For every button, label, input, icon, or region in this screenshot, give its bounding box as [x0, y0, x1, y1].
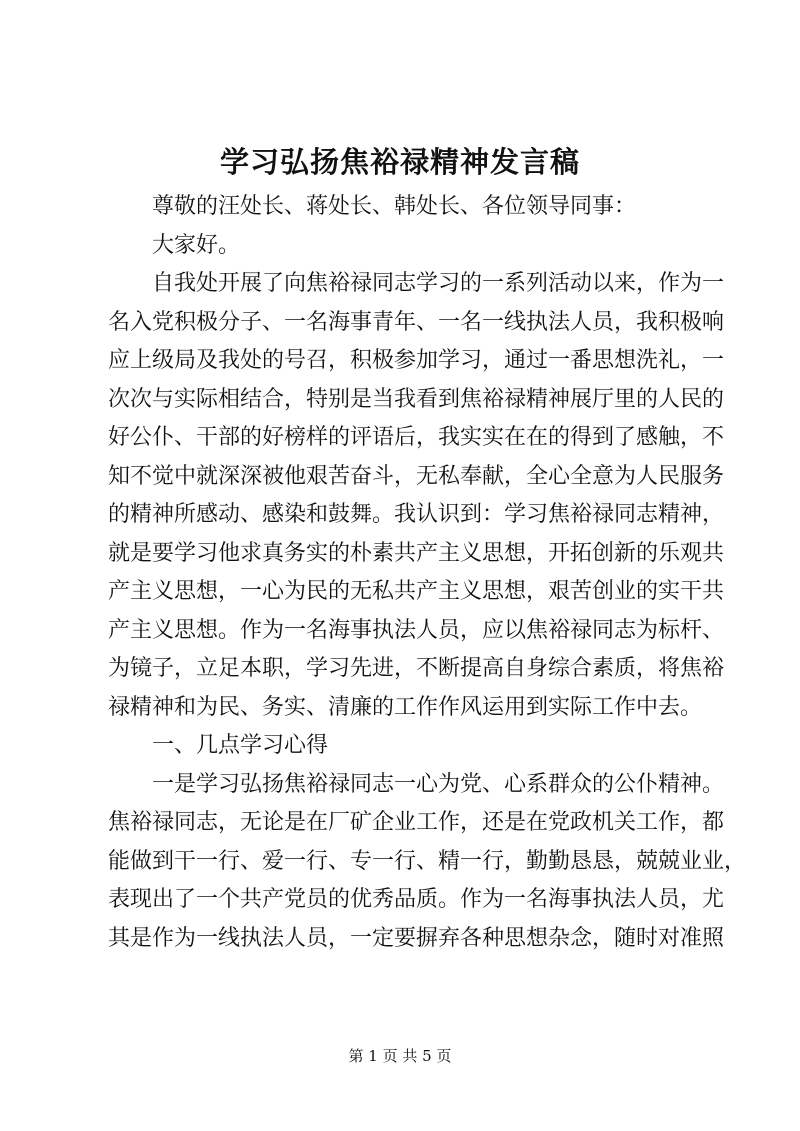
body-line: 应上级局及我处的号召，积极参加学习，通过一番思想洗礼，一	[108, 348, 725, 373]
body-line: 的精神所感动、感染和鼓舞。我认识到：学习焦裕禄同志精神，	[108, 502, 725, 527]
body-line: 自我处开展了向焦裕禄同志学习的一系列活动以来，作为一	[152, 271, 725, 296]
document-title: 学习弘扬焦裕禄精神发言稿	[219, 145, 580, 179]
body-line: 产主义思想。作为一名海事执法人员，应以焦裕禄同志为标杆、	[108, 617, 725, 643]
body-line: 产主义思想，一心为民的无私共产主义思想，艰苦创业的实干共	[108, 579, 725, 604]
body-line: 一是学习弘扬焦裕禄同志一心为党、心系群众的公仆精神。	[152, 771, 725, 797]
body-line: 其是作为一线执法人员，一定要摒弃各种思想杂念，随时对准照	[108, 925, 725, 951]
document-body	[108, 188, 747, 958]
greeting-line: 大家好。	[152, 232, 241, 258]
body-line: 知不觉中就深深被他艰苦奋斗，无私奉献，全心全意为人民服务	[108, 463, 725, 489]
body-line: 好公仆、干部的好榜样的评语后，我实实在在的得到了感触，不	[108, 425, 725, 450]
body-line: 名入党积极分子、一名海事青年、一名一线执法人员，我积极响	[108, 309, 725, 335]
body-line: 为镜子，立足本职，学习先进，不断提高自身综合素质，将焦裕	[108, 656, 725, 681]
page-footer: 第 1 页 共 5 页	[348, 1047, 452, 1065]
section-heading: 一、几点学习心得	[152, 733, 329, 758]
body-line: 能做到干一行、爱一行、专一行、精一行，勤勤恳恳，兢兢业业，	[108, 848, 747, 874]
salutation-line: 尊敬的汪处长、蒋处长、韩处长、各位领导同事：	[152, 194, 637, 219]
body-line: 表现出了一个共产党员的优秀品质。作为一名海事执法人员，尤	[108, 887, 725, 912]
body-line: 就是要学习他求真务实的朴素共产主义思想，开拓创新的乐观共	[108, 540, 725, 566]
body-line: 焦裕禄同志，无论是在厂矿企业工作，还是在党政机关工作，都	[108, 810, 725, 835]
body-line: 次次与实际相结合，特别是当我看到焦裕禄精神展厅里的人民的	[108, 386, 725, 412]
body-line: 禄精神和为民、务实、清廉的工作作风运用到实际工作中去。	[108, 694, 703, 720]
